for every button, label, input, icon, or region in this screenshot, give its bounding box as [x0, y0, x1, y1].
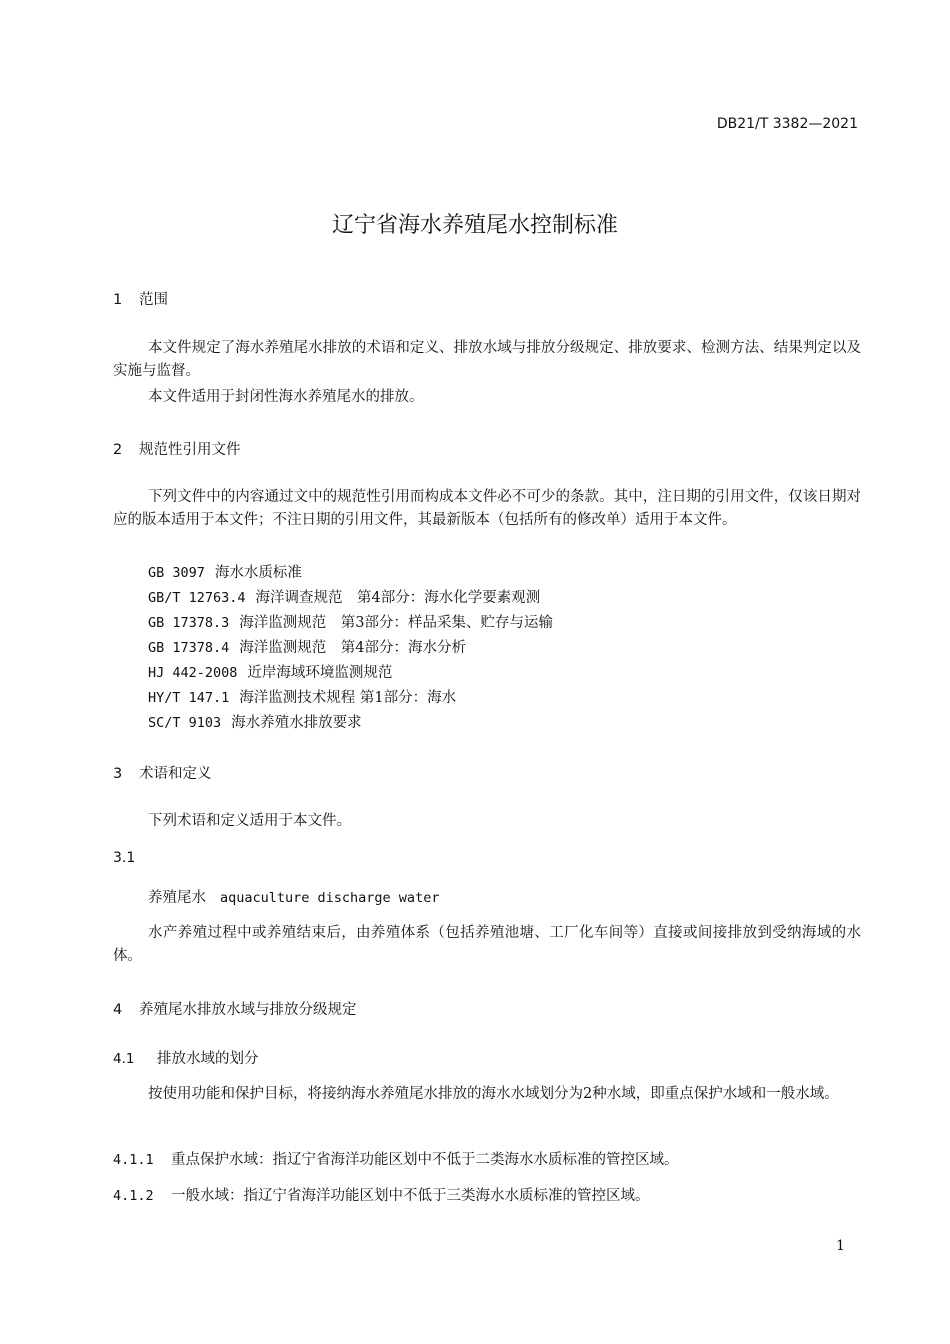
section-title: 术语和定义 — [139, 766, 212, 782]
reference-item — [148, 586, 540, 607]
term-entry — [148, 886, 439, 907]
section-1-paragraph-2: 本文件适用于封闭性海水养殖尾水的排放。 — [148, 389, 424, 405]
section-2-paragraph-1: 下列文件中的内容通过文中的规范性引用而构成本文件必不可少的条款。其中，注日期的引用文件，仅该日期对应的版本适用于本文件；不注日期的引用文件，其最新版本（包括所有的修改单）适用于本文件。 — [113, 489, 861, 528]
subsection-number: 4.1 — [113, 1051, 135, 1067]
reference-item — [148, 711, 362, 732]
reference-title: 海洋监测规范 第4部分：海水分析 — [239, 640, 467, 656]
section-title: 范围 — [139, 292, 168, 308]
clause-text: 一般水域：指辽宁省海洋功能区划中不低于三类海水水质标准的管控区域。 — [171, 1188, 650, 1204]
section-4-heading — [113, 998, 357, 1019]
clause-number: 4.1.2 — [113, 1188, 154, 1204]
reference-item — [148, 611, 553, 632]
section-2-heading — [113, 438, 241, 459]
subsection-4-1-heading — [113, 1047, 259, 1068]
reference-title: 海水水质标准 — [214, 565, 302, 581]
reference-title: 近岸海域环境监测规范 — [247, 665, 393, 681]
section-3-heading — [113, 762, 212, 783]
reference-code: SC/T 9103 — [148, 715, 222, 731]
section-1-paragraph-1: 本文件规定了海水养殖尾水排放的术语和定义、排放水域与排放分级规定、排放要求、检测方法、结果判定以及实施与监督。 — [113, 340, 861, 379]
reference-item — [148, 561, 302, 582]
standard-code: DB21/T 3382—2021 — [716, 116, 858, 132]
term-definition: 水产养殖过程中或养殖结束后，由养殖体系（包括养殖池塘、工厂化车间等）直接或间接排放到受纳海域的水体。 — [113, 925, 861, 964]
section-number: 2 — [113, 442, 123, 458]
clause-number: 4.1.1 — [113, 1152, 154, 1168]
reference-title: 海洋监测规范 第3部分：样品采集、贮存与运输 — [239, 615, 554, 631]
section-3-paragraph-1: 下列术语和定义适用于本文件。 — [148, 813, 351, 829]
reference-item — [148, 636, 466, 657]
section-number: 4 — [113, 1002, 123, 1018]
reference-title: 海水养殖水排放要求 — [231, 715, 362, 731]
section-title: 养殖尾水排放水域与排放分级规定 — [139, 1002, 357, 1018]
clause-4-1-1 — [113, 1148, 679, 1169]
reference-code: HY/T 147.1 — [148, 690, 230, 706]
reference-code: GB 17378.3 — [148, 615, 230, 631]
reference-code: HJ 442-2008 — [148, 665, 238, 681]
subsection-title: 排放水域的划分 — [157, 1051, 259, 1067]
section-number: 3 — [113, 766, 123, 782]
section-number: 1 — [113, 292, 123, 308]
clause-text: 重点保护水域：指辽宁省海洋功能区划中不低于二类海水水质标准的管控区域。 — [171, 1152, 679, 1168]
page-number: 1 — [836, 1238, 845, 1254]
subsection-4-1-paragraph: 按使用功能和保护目标，将接纳海水养殖尾水排放的海水水域划分为2种水域，即重点保护水域和一般水域。 — [148, 1086, 839, 1102]
reference-code: GB 3097 — [148, 565, 205, 581]
section-title: 规范性引用文件 — [139, 442, 241, 458]
reference-item — [148, 686, 456, 707]
document-title: 辽宁省海水养殖尾水控制标准 — [331, 213, 618, 238]
reference-item — [148, 661, 392, 682]
clause-4-1-2 — [113, 1184, 650, 1205]
term-chinese: 养殖尾水 — [148, 890, 206, 906]
reference-title: 海洋调查规范 第4部分：海水化学要素观测 — [255, 590, 541, 606]
reference-code: GB 17378.4 — [148, 640, 230, 656]
reference-code: GB/T 12763.4 — [148, 590, 246, 606]
term-english: aquaculture discharge water — [220, 890, 440, 906]
term-number: 3.1 — [113, 850, 136, 866]
section-1-heading — [113, 288, 168, 309]
reference-title: 海洋监测技术规程 第1部分：海水 — [239, 690, 457, 706]
